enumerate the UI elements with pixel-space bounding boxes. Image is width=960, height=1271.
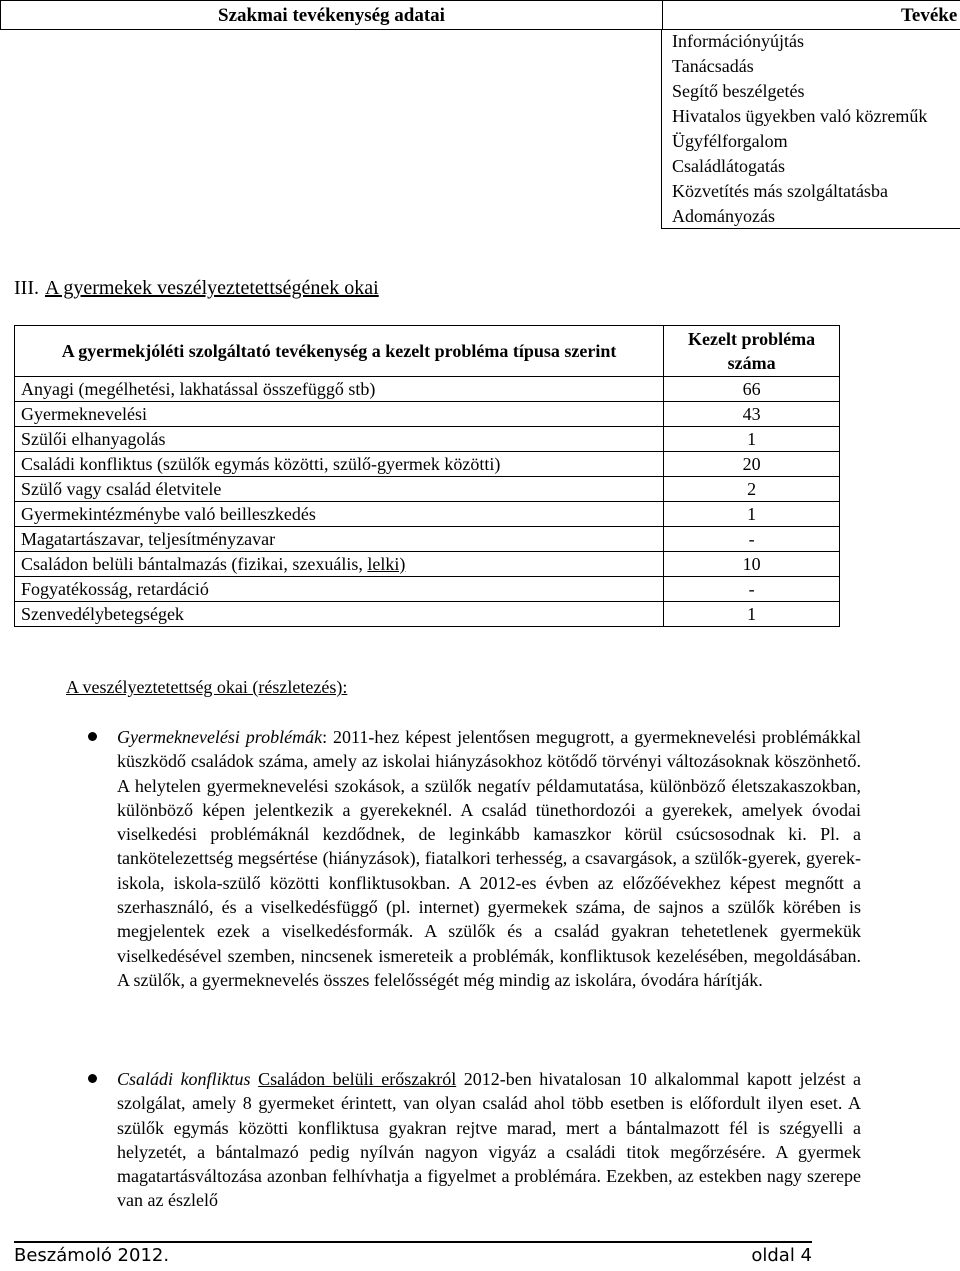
header-problem-count: Kezelt probléma száma [664, 326, 840, 377]
table-row [15, 502, 840, 527]
paragraph-text: : 2011-hez képest jelentősen megugrott, a gyermeknevelési problémákkal küszködő családok száma, amely az iskolai hiányzásokhoz kötődő törvényi változásoknak köszönhető. A helytelen gyermeknevelési szokások, a szülők negatív példamutatása, különböző életszakaszokban, különböző képen jelentkezik a gyerekeknél. A család tünethordozói a gyerekek, amelyek óvodai viselkedési problémáknál kezdődnek, de leginkább kamaszkor körül csúcsosodnak ki. Pl. a tankötelezettség megsértése (hiányzások), fiatalkori terhesség, a csavargások, a szülők-gyerek, gyerek-iskola, iskola-szülő közötti konfliktusokban. A 2012-es évben az előzőévekhez képest megnőtt a szerhasználó, és a viselkedésfüggő (pl. internet) gyermekek száma, de sajnos a szülők körében is megjelentek ezek a viselkedésformák. A szülők és a család gyakran tehetetlenek gyermekük viselkedésével szemben, nincsenek ismereteik a problémák, konfliktusok kezelésében, megoldásában. A szülők, a gyermeknevelés összes felelősségét még mindig az iskolára, óvodára hárítják. [117, 727, 862, 990]
row-value: 1 [664, 602, 840, 627]
table-row [15, 377, 840, 402]
paragraph-underlined: Családon belüli erőszakról [258, 1069, 457, 1089]
paragraph-text: 2012-ben hivatalosan 10 alkalommal kapott jelzést a szolgálat, amely 8 gyermeket érintett, van olyan család ahol több esetben is előfordult ilyen eset. A szülők egymás közötti konfliktusa gyakran rejtve marad, mert a bántalmazott fél is szégyelli a helyzetét, a bántalmazó pedig nyílván nagyon vigyáz a családi titok megőrzésére. A gyermek magatartásváltozása azonban felhívhatja a figyelmet a problémára. Ezekben, az estekben nagy szerepe van az észlelő [117, 1069, 862, 1211]
problem-table [14, 325, 840, 627]
table-row [15, 452, 840, 477]
activity-right-header: Tevéke [901, 5, 958, 26]
row-label: Szülő vagy család életvitele [15, 477, 664, 502]
row-label [15, 552, 664, 577]
details-paragraph-parenting [117, 725, 861, 992]
table-row [15, 602, 840, 627]
row-value: 2 [664, 477, 840, 502]
footer-page-number: oldal 4 [751, 1245, 812, 1266]
row-value: 1 [664, 502, 840, 527]
activity-item: Ügyfélforgalom [672, 131, 788, 151]
row-label: Gyermekintézménybe való beilleszkedés [15, 502, 664, 527]
row-label: Családi konfliktus (szülők egymás közötti, szülő-gyermek közötti) [15, 452, 664, 477]
paragraph-lead: Gyermeknevelési problémák [117, 727, 323, 747]
section-title [14, 277, 379, 300]
header-problem-type: A gyermekjóléti szolgáltató tevékenység a kezelt probléma típusa szerint [15, 326, 664, 377]
table-row [15, 527, 840, 552]
row-label: Fogyatékosság, retardáció [15, 577, 664, 602]
row-label: Szülői elhanyagolás [15, 427, 664, 452]
problem-table-header-row [15, 326, 840, 377]
activity-item: Tanácsadás [672, 56, 754, 76]
row-label: Anyagi (megélhetési, lakhatással összefüggő stb) [15, 377, 664, 402]
activity-table-header [0, 0, 960, 30]
bullet-icon [88, 732, 97, 741]
paragraph-lead: Családi konfliktus [117, 1069, 251, 1089]
row-value: - [664, 577, 840, 602]
table-row [15, 552, 840, 577]
row-value: 1 [664, 427, 840, 452]
activity-item: Információnyújtás [672, 31, 804, 51]
row-value: 66 [664, 377, 840, 402]
row-label: Gyermeknevelési [15, 402, 664, 427]
table-row [15, 402, 840, 427]
row-label-underlined: lelki) [367, 554, 406, 574]
activity-item: Hivatalos ügyekben való közreműk [672, 106, 928, 126]
row-value: 10 [664, 552, 840, 577]
section-number: III. [14, 277, 39, 299]
row-value: - [664, 527, 840, 552]
bullet-icon [88, 1074, 97, 1083]
row-label: Szenvedélybetegségek [15, 602, 664, 627]
footer-report-title: Beszámoló 2012. [14, 1245, 170, 1266]
activity-item: Családlátogatás [672, 156, 785, 176]
activity-list [661, 29, 960, 229]
table-row [15, 577, 840, 602]
table-row [15, 477, 840, 502]
section-title-text: A gyermekek veszélyeztetettségének okai [44, 277, 379, 299]
activity-item: Közvetítés más szolgáltatásba [672, 181, 888, 201]
activity-item: Adományozás [672, 206, 775, 226]
row-value: 20 [664, 452, 840, 477]
row-value: 43 [664, 402, 840, 427]
page-footer [14, 1241, 812, 1271]
details-title: A veszélyeztetettség okai (részletezés): [66, 677, 348, 697]
activity-item: Segítő beszélgetés [672, 81, 805, 101]
activity-left-header: Szakmai tevékenység adatai [1, 1, 663, 30]
details-paragraph-conflict [117, 1067, 861, 1213]
row-label: Magatartászavar, teljesítményzavar [15, 527, 664, 552]
row-label-text: Családon belüli bántalmazás (fizikai, szexuális, [21, 554, 368, 574]
table-row [15, 427, 840, 452]
